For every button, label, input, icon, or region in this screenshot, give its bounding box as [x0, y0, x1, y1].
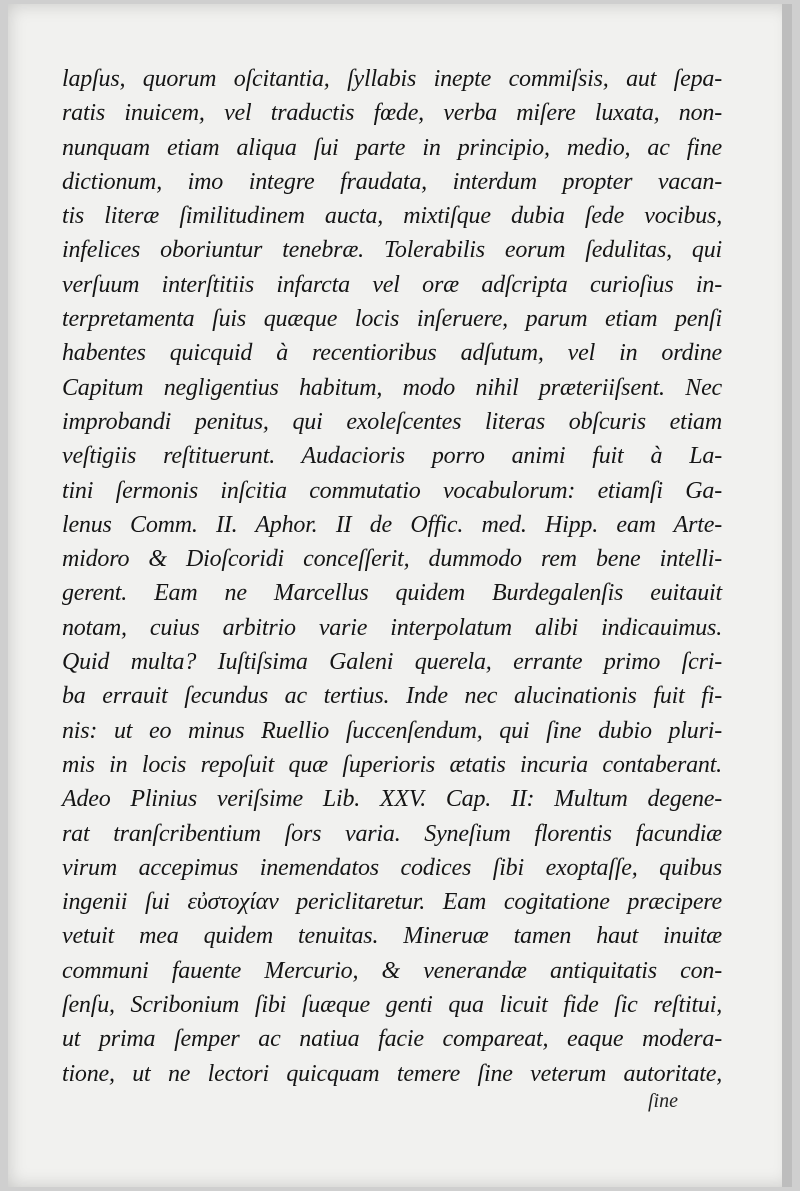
text-line: dictionum, imo integre fraudata, interdum propter vacan- [62, 168, 722, 195]
text-line: notam, cuius arbitrio varie interpolatum alibi indicauimus. [62, 614, 722, 641]
text-line: lapſus, quorum oſcitantia, ſyllabis inepte commiſsis, aut ſepa- [62, 66, 722, 92]
text-line: tini ſermonis inſcitia commutatio vocabulorum: etiamſi Ga- [62, 477, 722, 504]
text-line: terpretamenta ſuis quæque locis inſeruere, parum etiam penſi [62, 306, 722, 333]
text-line: verſuum interſtitiis infarcta vel oræ adſcripta curioſius in- [62, 271, 722, 298]
catchword: ſine [648, 1090, 678, 1112]
text-line: mis in locis repoſuit quæ ſuperioris ætatis incuria contaberant. [62, 751, 722, 778]
text-line: rat tranſcribentium ſors varia. Syneſium florentis facundiæ [62, 820, 722, 847]
text-line: ut prima ſemper ac natiua facie compareat, eaque modera- [62, 1026, 722, 1053]
text-line: tis literæ ſimilitudinem aucta, mixtiſque dubia ſede vocibus, [62, 203, 722, 230]
text-line: veſtigiis reſtituerunt. Audacioris porro animi fuit à La- [62, 443, 722, 470]
text-line: midoro & Dioſcoridi conceſſerit, dummodo rem bene intelli- [62, 546, 722, 573]
text-line: ratis inuicem, vel traductis fœde, verba miſere luxata, non- [62, 100, 722, 127]
text-line: nunquam etiam aliqua ſui parte in principio, medio, ac fine [62, 134, 722, 161]
text-line: habentes quicquid à recentioribus adſutum, vel in ordine [62, 340, 722, 367]
text-line: improbandi penitus, qui exoleſcentes literas obſcuris etiam [62, 408, 722, 435]
text-line: ingenii ſui εὐστοχίαν periclitaretur. Eam cogitatione præcipere [62, 889, 722, 916]
text-line: communi fauente Mercurio, & venerandæ antiquitatis con- [62, 957, 722, 984]
text-line: nis: ut eo minus Ruellio ſuccenſendum, qui ſine dubio pluri- [62, 717, 722, 744]
text-line: vetuit mea quidem tenuitas. Mineruæ tamen haut inuitæ [62, 923, 722, 950]
text-line: ba errauit ſecundus ac tertius. Inde nec alucinationis fuit fi- [62, 683, 722, 710]
text-line: virum accepimus inemendatos codices ſibi exoptaſſe, quibus [62, 854, 722, 881]
text-line: infelices oboriuntur tenebræ. Tolerabilis eorum ſedulitas, qui [62, 237, 722, 264]
text-line: lenus Comm. II. Aphor. II de Offic. med. Hipp. eam Arte- [62, 511, 722, 538]
text-line: Adeo Plinius veriſsime Lib. XXV. Cap. II: Multum degene- [62, 786, 722, 813]
text-line: ſenſu, Scribonium ſibi ſuæque genti qua licuit fide ſic reſtitui, [62, 992, 722, 1019]
body-text [62, 62, 722, 1091]
text-line: Quid multa? Iuſtiſsima Galeni querela, errante primo ſcri- [62, 649, 722, 676]
book-page [8, 4, 792, 1187]
text-line: gerent. Eam ne Marcellus quidem Burdegalenſis euitauit [62, 580, 722, 607]
page-edge-shadow [782, 4, 792, 1187]
text-line: tione, ut ne lectori quicquam temere ſine veterum autoritate, [62, 1060, 722, 1087]
text-line: Capitum negligentius habitum, modo nihil præteriiſsent. Nec [62, 374, 722, 401]
